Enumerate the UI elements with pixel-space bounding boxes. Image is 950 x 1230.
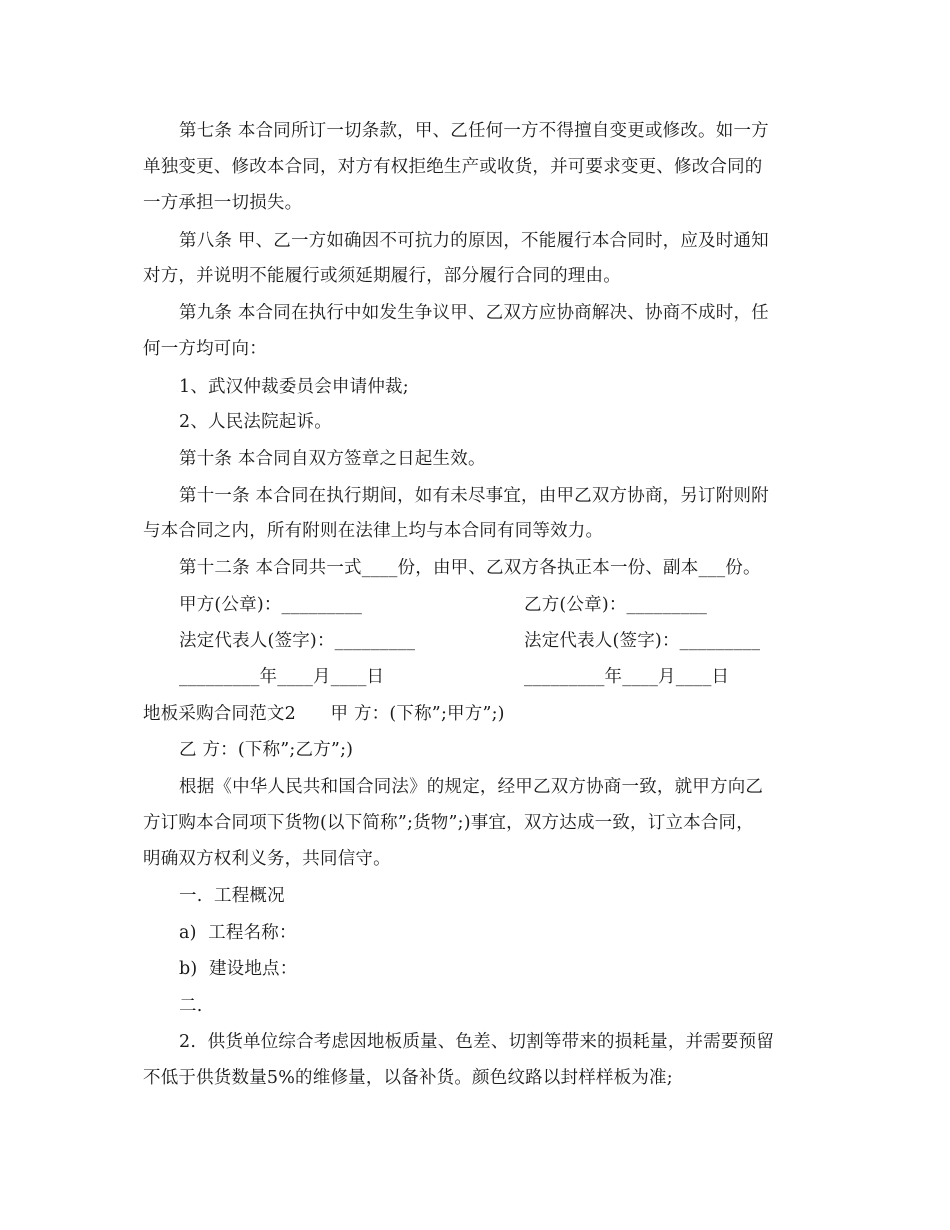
supply-clause-line-2: 不低于供货数量5%的维修量，以备补货。颜色纹路以封样样板为准; — [143, 1068, 673, 1088]
party-a-date: _________年____月____日 — [179, 667, 385, 687]
clause-9-item-2: 2、人民法院起诉。 — [179, 412, 332, 432]
preamble-line-2: 方订购本合同项下货物(以下简称”;货物”;)事宜，双方达成一致，订立本合同， — [143, 813, 754, 833]
clause-9-item-1: 1、武汉仲裁委员会申请仲裁; — [179, 377, 409, 397]
clause-9-line-2: 何一方均可向： — [143, 339, 267, 359]
construction-site: b) 建设地点： — [179, 959, 298, 979]
section-1-heading: 一. 工程概况 — [179, 886, 285, 906]
clause-8-line-1: 第八条 甲、乙一方如确因不可抗力的原因，不能履行本合同时，应及时通知 — [179, 231, 769, 251]
preamble-line-3: 明确双方权利义务，共同信守。 — [143, 849, 391, 869]
project-name: a) 工程名称： — [179, 923, 297, 943]
clause-12: 第十二条 本合同共一式____份，由甲、乙双方各执正本一份、副本___份。 — [179, 558, 761, 578]
supply-clause-line-1: 2. 供货单位综合考虑因地板质量、色差、切割等带来的损耗量，并需要预留 — [179, 1032, 775, 1052]
clause-11-line-2: 与本合同之内，所有附则在法律上均与本合同有同等效力。 — [143, 521, 604, 541]
party-b-definition: 乙 方：(下称”;乙方”;) — [179, 740, 354, 760]
party-b-representative: 法定代表人(签字)：_________ — [524, 631, 761, 651]
clause-7-line-3: 一方承担一切损失。 — [143, 193, 303, 213]
party-a-seal: 甲方(公章)：_________ — [179, 595, 363, 615]
clause-8-line-2: 对方，并说明不能履行或须延期履行，部分履行合同的理由。 — [143, 266, 621, 286]
clause-11-line-1: 第十一条 本合同在执行期间，如有未尽事宜，由甲乙双方协商，另订附则附 — [179, 486, 769, 506]
clause-7-line-1: 第七条 本合同所订一切条款，甲、乙任何一方不得擅自变更或修改。如一方 — [179, 121, 769, 141]
party-a-representative: 法定代表人(签字)：_________ — [179, 631, 416, 651]
clause-10: 第十条 本合同自双方签章之日起生效。 — [179, 449, 486, 469]
party-b-seal: 乙方(公章)：_________ — [524, 595, 708, 615]
clause-7-line-2: 单独变更、修改本合同，对方有权拒绝生产或收货，并可要求变更、修改合同的 — [143, 157, 763, 177]
section-2-heading: 二. — [179, 996, 203, 1016]
clause-9-line-1: 第九条 本合同在执行中如发生争议甲、乙双方应协商解决、协商不成时，任 — [179, 303, 769, 323]
second-contract-heading: 地板采购合同范文2 甲 方：(下称”;甲方”;) — [143, 704, 505, 724]
party-b-date: _________年____月____日 — [524, 667, 730, 687]
preamble-line-1: 根据《中华人民共和国合同法》的规定，经甲乙双方协商一致，就甲方向乙 — [179, 777, 764, 797]
